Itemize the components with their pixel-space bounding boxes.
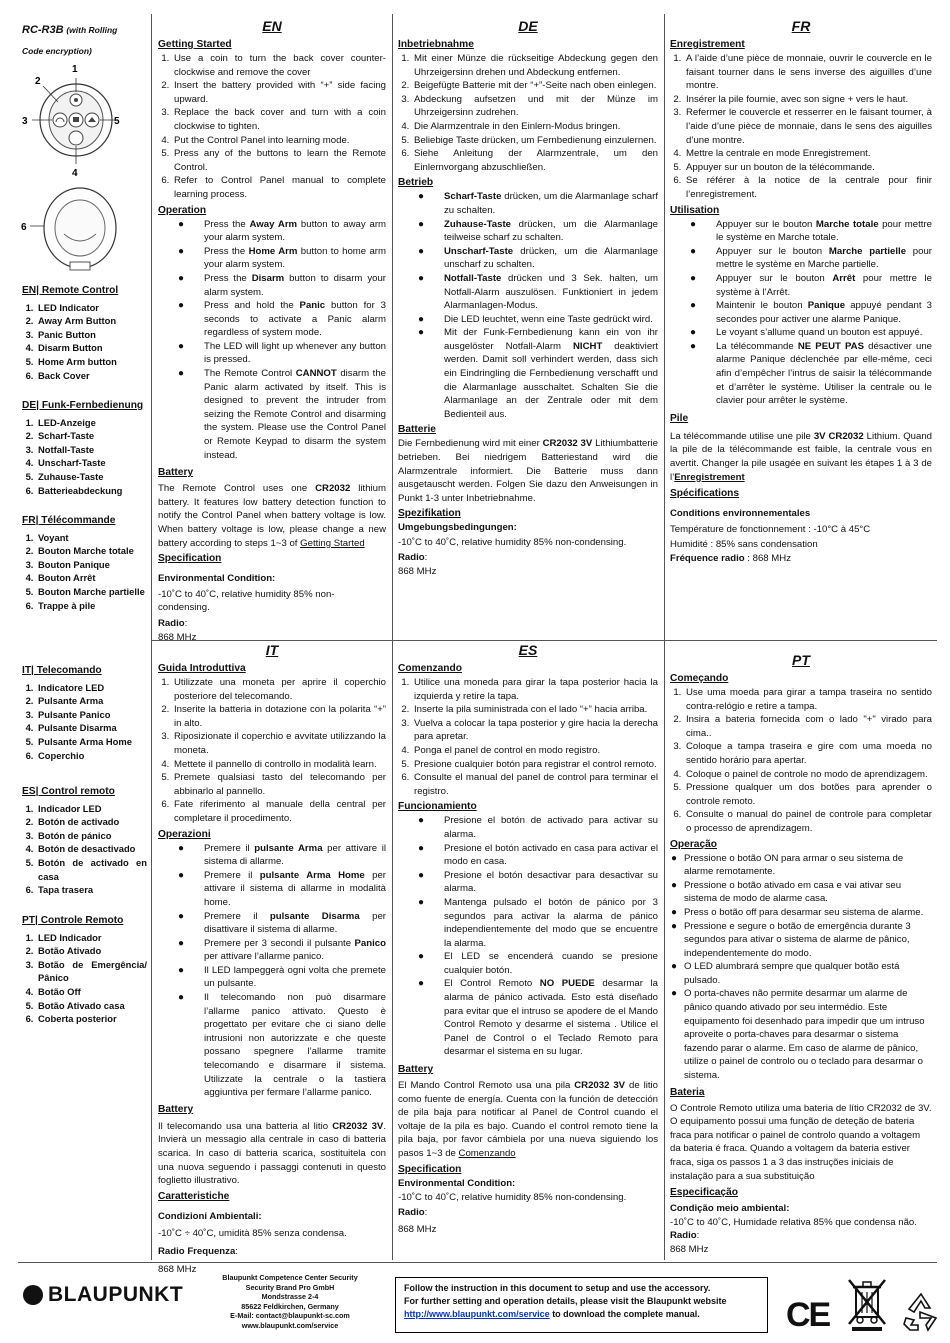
- manual-note-box: [395, 1277, 768, 1333]
- list-item: ● Pressione o botão ON para armar o seu sistema de alarme remotamente.: [684, 852, 932, 879]
- lang-title: ES: [518, 642, 538, 658]
- list-item: 5. Bouton Marche partielle: [36, 585, 147, 599]
- spec-label: Umgebungsbedingungen:: [398, 522, 517, 534]
- divider: [18, 1262, 937, 1263]
- spec-label: Condição meio ambiental:: [670, 1203, 790, 1215]
- list-item: ● El Control Remoto NO PUEDE desarmar la alarma de pánico activada. Esto está diseñado para evitar que el intruso se apodere de el Mando Control Remoto y desarme el sistema . Utilice el Panel de Control o el Teclado Remoto para desarmar el sistema en su lugar.: [444, 977, 658, 1059]
- section-heading: Getting Started: [158, 39, 232, 50]
- lang-title: IT: [265, 642, 279, 658]
- list-item: 6. Refer to Control Panel manual to complete learning process.: [172, 174, 386, 201]
- model-note-2: Code encryption): [22, 46, 92, 56]
- list-item: ● The Remote Control CANNOT disarm the Panic alarm activated by itself. This is designed to prevent the intruder from seizing the Remote Control and disarming the system. Please use the Control Panel or Remote Keypad to disarm the system instead.: [204, 367, 386, 462]
- list-item: 4. Coloque o painel de controle no modo de aprendizagem.: [684, 768, 932, 782]
- section-heading: Specification: [398, 1163, 462, 1175]
- list-item: 2. Insérer la pile fournie, avec son signe + vers le haut.: [684, 93, 932, 107]
- spec-line: Radio:: [158, 617, 188, 629]
- list-item: 2. Scharf-Taste: [36, 429, 147, 443]
- section-heading: Battery: [398, 1064, 434, 1076]
- list-item: 2. Insira a bateria fornecida com o lado "+" virado para cima..: [684, 713, 932, 740]
- list-item: 4. Unscharf-Taste: [36, 456, 147, 470]
- list-item: 5. Premete qualsiasi tasto del telecomando per abbinarlo al pannello.: [172, 771, 386, 798]
- section-es: [398, 642, 658, 1237]
- section-de: [398, 18, 658, 579]
- list-item: ● Unscharf-Taste drücken, um die Alarmanlage unscharf zu schalten.: [444, 245, 658, 272]
- paragraph: El Mando Control Remoto usa una pila CR2032 3V de litio como fuente de energía. Cuenta con la función de detección de pila baja para notificar al Panel de Control cuando el voltaje de la pila es bajo. Cuando el control remoto tiene la pila baja, por favor cámbiela por una nueva siguiendo los pasos 1~3 de Comenzando: [398, 1080, 658, 1159]
- address-line: E-Mail: contact@blaupunkt-sc.com: [230, 1311, 350, 1321]
- section-heading: Bateria: [670, 1086, 705, 1098]
- list-item: 6. Back Cover: [36, 369, 147, 383]
- list-item: 2. Inserite la batteria in dotazione con la polarita “+” in alto.: [172, 703, 386, 730]
- section-heading: Começando: [670, 673, 729, 684]
- list-item: ● O porta-chaves não permite desarmar um alarme de pânico quando ativado por seu intermédio. Este equipamento foi desenhado para impedir que um intruso aproveite o porta-chaves para desarmar o sistema fazendo parar o alarme. Em caso de alarme de pânico, utilize o painel de controlo ou o teclado para desarmar o sistema.: [684, 987, 932, 1082]
- section-heading: Enregistrement: [670, 39, 745, 50]
- list-item: 2. Pulsante Arma: [36, 694, 147, 708]
- sidebar-en-title: EN| Remote Control: [22, 285, 119, 296]
- model-name: RC-R3B: [22, 24, 64, 36]
- weee-bin-icon: [846, 1277, 888, 1333]
- list-item: ● Premere per 3 secondi il pulsante Panico per attivare l’allarme panico.: [204, 937, 386, 964]
- spec-label: Conditions environnementales: [670, 508, 811, 520]
- list-item: 6. Siehe Anleitung der Alarmzentrale, um den Einlernvorgang abzuschließen.: [412, 147, 658, 174]
- label-3: 3: [22, 116, 28, 127]
- list-item: 3. Notfall-Taste: [36, 443, 147, 457]
- list-item: 4. Ponga el panel de control en modo registro.: [412, 744, 658, 758]
- list-item: 5. Presione cualquier botón para registrar el control remoto.: [412, 758, 658, 772]
- list-item: 3. Coloque a tampa traseira e gire com uma moeda no sentido horário para apertar.: [684, 740, 932, 767]
- lang-title: EN: [262, 18, 282, 34]
- list-item: ● Maintenir le bouton Panique appuyé pendant 3 secondes pour activer une alarme Panique.: [716, 299, 932, 326]
- divider: [664, 14, 665, 1260]
- list-item: ● Presione el botón de activado para activar su alarma.: [444, 814, 658, 841]
- label-6: 6: [21, 222, 27, 233]
- spec-value: -10˚C to 40˚C, relative humidity 85% non-condensing.: [158, 588, 335, 614]
- list-item: 6. Consulte el manual del panel de control para terminar el registro.: [412, 771, 658, 798]
- section-heading: Utilisation: [670, 204, 720, 216]
- address-block: [210, 1273, 370, 1331]
- list-item: 3. Panic Button: [36, 328, 147, 342]
- spec-line: Radio:: [398, 1206, 428, 1218]
- list-item: 3. Riposizionate il coperchio e avvitate utilizzando la moneta.: [172, 730, 386, 757]
- spec-label: Environmental Condition:: [398, 1177, 516, 1189]
- spec-value: Température de fonctionnement : -10°C à 45°C: [670, 523, 871, 535]
- list-item: 1. Utilizzate una moneta per aprire il coperchio posteriore del telecomando.: [172, 676, 386, 703]
- lang-title: PT: [792, 652, 810, 668]
- spec-value: -10˚C ÷ 40˚C, umidità 85% senza condensa.: [158, 1228, 347, 1240]
- ce-mark-icon: CE: [786, 1296, 830, 1334]
- section-heading: Caratteristiche: [158, 1190, 230, 1202]
- label-4: 4: [72, 168, 78, 179]
- list-item: ● Presione el botón activado en casa para activar el modo en casa.: [444, 842, 658, 869]
- list-item: 5. Pulsante Arma Home: [36, 735, 147, 749]
- list-item: ● Premere il pulsante Arma Home per attivare il sistema di allarme in modalità home.: [204, 869, 386, 910]
- list-item: 6. Batterieabdeckung: [36, 484, 147, 498]
- list-item: ● Press and hold the Panic button for 3 seconds to activate a Panic alarm regardless of system mode.: [204, 299, 386, 340]
- divider: [151, 14, 152, 1260]
- section-heading: Batterie: [398, 424, 436, 436]
- list-item: 2. Inserte la pila suministrada con el lado “+” hacia arriba.: [412, 703, 658, 717]
- section-heading: Betrieb: [398, 177, 434, 189]
- list-item: ● La télécommande NE PEUT PAS désactiver une alarme Panique déclenchée par elle-même, ceci afin d’empêcher l’intrus de saisir la télécommande et d’arrêter le système. Utiliser la centrale ou le clavier pour arrêter le système.: [716, 340, 932, 408]
- list-item: 2. Botão Ativado: [36, 944, 147, 958]
- list-item: 3. Replace the back cover and turn with a coin clockwise to tighten.: [172, 106, 386, 133]
- address-line: www.blaupunkt.com/service: [241, 1320, 339, 1330]
- spec-value: 868 MHz: [158, 631, 197, 643]
- list-item: 6. Trappe à pile: [36, 599, 147, 613]
- list-item: ● Appuyer sur le bouton Marche partielle pour mettre le système en Marche partielle.: [716, 245, 932, 272]
- section-heading: Inbetriebnahme: [398, 39, 474, 50]
- note-line: http://www.blaupunkt.com/service to download the complete manual.: [404, 1309, 700, 1319]
- section-pt: [670, 652, 932, 1257]
- recycle-icon: [900, 1290, 942, 1332]
- list-item: 5. Pressione qualquer um dos botões para aprender o controle remoto.: [684, 781, 932, 808]
- address-line: Security Brand Pro GmbH: [245, 1282, 335, 1292]
- list-item: ● Le voyant s’allume quand un bouton est appuyé.: [716, 326, 932, 340]
- section-heading: Especificação: [670, 1187, 738, 1199]
- spec-value: Humidité : 85% sans condensation: [670, 539, 818, 551]
- list-item: 3. Vuelva a colocar la tapa posterior y gire hacia la derecha para apretar.: [412, 717, 658, 744]
- list-item: ● Notfall-Taste drücken und 3 Sek. halten, um Notfall-Alarm auszulösen. Funktioniert in jedem Alarmanlagen-Modus.: [444, 272, 658, 313]
- list-item: 1. Utilice una moneda para girar la tapa posterior hacia la izquierda y retire la tapa.: [412, 676, 658, 703]
- list-item: ● Zuhause-Taste drücken, um die Alarmanlage teilweise scharf zu schalten.: [444, 218, 658, 245]
- list-item: 2. Away Arm Button: [36, 314, 147, 328]
- sidebar-fr-title: FR| Télécommande: [22, 515, 116, 526]
- list-item: ● Scharf-Taste drücken, um die Alarmanlage scharf zu schalten.: [444, 190, 658, 217]
- list-item: 4. Pulsante Disarma: [36, 721, 147, 735]
- section-fr: [670, 18, 932, 566]
- brand-name: BLAUPUNKT: [48, 1283, 184, 1306]
- list-item: 3. Pulsante Panico: [36, 708, 147, 722]
- list-item: 5. Press any of the buttons to learn the Remote Control.: [172, 147, 386, 174]
- list-item: 2. Beigefügte Batterie mit der “+”-Seite nach oben einlegen.: [412, 79, 658, 93]
- list-item: 5. Botão Ativado casa: [36, 999, 147, 1013]
- address-line: 85622 Feldkirchen, Germany: [241, 1301, 339, 1311]
- section-heading: Pile: [670, 412, 689, 424]
- section-heading: Spezifikation: [398, 508, 461, 520]
- section-heading: Operação: [670, 838, 717, 850]
- list-item: 5. Home Arm button: [36, 355, 147, 369]
- list-item: 5. Botón de activado en casa: [36, 856, 147, 883]
- list-item: ● Premere il pulsante Disarma per disattivare il sistema di allarme.: [204, 910, 386, 937]
- spec-line: Radio Frequenza:: [158, 1245, 238, 1257]
- list-item: 1. LED Indicator: [36, 301, 147, 315]
- list-item: ● O LED alumbrará sempre que qualquer botão está pulsado.: [684, 960, 932, 987]
- section-heading: Comenzando: [398, 663, 462, 674]
- list-item: 2. Bouton Marche totale: [36, 544, 147, 558]
- list-item: 1. A l’aide d’une pièce de monnaie, ouvrir le couvercle en le faisant tourner dans le sens inverse des aiguilles d’une montre.: [684, 52, 932, 93]
- section-heading: Battery: [158, 467, 194, 479]
- spec-value: 868 MHz: [158, 1263, 197, 1275]
- list-item: 4. Mettre la centrale en mode Enregistrement.: [684, 147, 932, 161]
- list-item: ● Premere il pulsante Arma per attivare il sistema di allarme.: [204, 842, 386, 869]
- model-header: [22, 20, 150, 62]
- sidebar-es-title: ES| Control remoto: [22, 786, 115, 797]
- spec-line: Fréquence radio : 868 MHz: [670, 553, 792, 564]
- spec-line: Radio:: [670, 1230, 700, 1242]
- section-heading: Guida Introduttiva: [158, 663, 246, 674]
- list-item: 3. Bouton Panique: [36, 558, 147, 572]
- list-item: 6. Consulte o manual do painel de controle para completar o processo de aprendizagem.: [684, 808, 932, 835]
- sidebar-fr: [22, 514, 147, 612]
- spec-value: -10˚C to 40˚C, relative humidity 85% non-condensing.: [398, 1192, 627, 1204]
- section-heading: Battery: [158, 1103, 194, 1115]
- paragraph: Il telecomando usa una batteria al litio CR2032 3V. Invierà un messagio alla centrale in caso di batteria scarica. In caso di batteria scarica, sostituitela con una nuova seguendo i passaggi contenuti in questo foglietto illustrativo.: [158, 1120, 386, 1187]
- list-item: ● Il LED lampeggerà ogni volta che premete un pulsante.: [204, 964, 386, 991]
- list-item: ● Mantenga pulsado el botón de pánico por 3 segundos para activar la alarma de pánico independientemente del modo que se encuentre la alarma.: [444, 896, 658, 950]
- address-line: Mondstrasse 2-4: [261, 1292, 319, 1302]
- list-item: ● Press the Home Arm button to home arm your alarm system.: [204, 245, 386, 272]
- spec-value: -10˚C to 40˚C, Humidade relativa 85% que condensa não.: [670, 1216, 917, 1228]
- list-item: ● Presione el botón desactivar para desactivar su alarma.: [444, 869, 658, 896]
- list-item: ● Press the Away Arm button to away arm your alarm system.: [204, 218, 386, 245]
- paragraph: O Controle Remoto utiliza uma bateria de lítio CR2032 de 3V. O equipamento possui uma função de deteção de bateria fraca para notificar o painel de controlo quando a voltagem da bateria é fraca. Quando a voltagem da bateria estiver fraca, siga os passos 1 a 3 das instruções iniciais de instalação para a sua substituição: [670, 1102, 932, 1182]
- label-2: 2: [35, 76, 41, 87]
- list-item: ● Mit der Funk-Fernbedienung kann ein von ihr ausgelöster Notfall-Alarm NICHT deaktiviert werden. Damit soll verhindert werden, dass sich ein Eindringling die Fernbedienung verschafft und die Alarmanlage ausschaltet. Schalten Sie die Alarmanlage an der Zentrale oder mit dem Bedienteil aus.: [444, 326, 658, 421]
- list-item: ● Appuyer sur le bouton Marche totale pour mettre le système en Marche totale.: [716, 218, 932, 245]
- list-item: 3. Botón de pánico: [36, 829, 147, 843]
- spec-value: 868 MHz: [398, 566, 437, 578]
- list-item: 3. Refermer le couvercle et resserrer en le faisant tourner, à l’aide d’une pièce de monnaie, dans le sens des aiguilles d’une montre.: [684, 106, 932, 147]
- spec-line: Radio:: [398, 551, 428, 563]
- spec-value: -10˚C to 40˚C, relative humidity 85% non-condensing.: [398, 537, 627, 548]
- list-item: 6. Se référer à la notice de la centrale pour finir l’enregistrement.: [684, 174, 932, 201]
- list-item: 4. Put the Control Panel into learning mode.: [172, 134, 386, 148]
- list-item: ● Die LED leuchtet, wenn eine Taste gedrückt wird.: [444, 313, 658, 327]
- list-item: 1. Indicatore LED: [36, 681, 147, 695]
- section-en: [158, 18, 386, 644]
- list-item: 1. Voyant: [36, 531, 147, 545]
- list-item: 3. Botão de Emergência/ Pânico: [36, 958, 147, 985]
- list-item: 4. Disarm Button: [36, 341, 147, 355]
- list-item: 2. Botón de activado: [36, 815, 147, 829]
- list-item: 5. Beliebige Taste drücken, um Fernbedienung einzulernen.: [412, 134, 658, 148]
- divider: [392, 14, 393, 1260]
- sidebar-en: [22, 284, 147, 382]
- list-item: 4. Botón de desactivado: [36, 842, 147, 856]
- list-item: 6. Fate riferimento al manuale della central per completare il procedimento.: [172, 798, 386, 825]
- list-item: 6. Coberta posterior: [36, 1012, 147, 1026]
- remote-illustration: [18, 58, 148, 280]
- list-item: ● Press the Disarm button to disarm your alarm system.: [204, 272, 386, 299]
- list-item: ● Pressione e segure o botão de emergência durante 3 segundos para ativar o sistema de alarme de pânico, independentemente do modo.: [684, 920, 932, 961]
- section-heading: Specification: [158, 553, 222, 565]
- list-item: 4. Bouton Arrêt: [36, 571, 147, 585]
- section-it: [158, 642, 386, 1276]
- sidebar-es: [22, 785, 147, 897]
- spec-label: Condizioni Ambientali:: [158, 1210, 262, 1222]
- list-item: 4. Mettete il pannello di controllo in modalità learn.: [172, 758, 386, 772]
- section-heading: Operation: [158, 204, 207, 216]
- spec-label: Environmental Condition:: [158, 573, 276, 585]
- model-note: (with Rolling: [66, 25, 118, 35]
- sidebar-pt: [22, 914, 147, 1026]
- list-item: ● The LED will light up whenever any button is pressed.: [204, 340, 386, 367]
- list-item: ● Appuyer sur le bouton Arrêt pour mettre le système à l’Arrêt.: [716, 272, 932, 299]
- blaupunkt-dot-icon: [22, 1284, 44, 1306]
- list-item: ● Pressione o botão ativado em casa e vai ativar seu sistema de modo de alarme casa.: [684, 879, 932, 906]
- section-heading: Funcionamiento: [398, 801, 477, 813]
- section-heading: Spécifications: [670, 488, 740, 500]
- list-item: 4. Die Alarmzentrale in den Einlern-Modus bringen.: [412, 120, 658, 134]
- list-item: 6. Coperchio: [36, 749, 147, 763]
- label-1: 1: [72, 64, 78, 75]
- paragraph: The Remote Control uses one CR2032 lithium battery. It features low battery detection function to notify the Control Panel when battery voltage is low. When battery voltage is low, please change a new battery according to steps 1~3 of Getting Started: [158, 483, 386, 549]
- sidebar-de: [22, 399, 147, 497]
- service-link[interactable]: http://www.blaupunkt.com/service: [404, 1309, 550, 1319]
- list-item: 6. Tapa trasera: [36, 883, 147, 897]
- list-item: 1. Mit einer Münze die rückseitige Abdeckung gegen den Uhrzeigersinn drehen und Abdeckung entfernen.: [412, 52, 658, 79]
- sidebar-de-title: DE| Funk-Fernbedienung: [22, 400, 144, 411]
- list-item: 1. Use uma moeda para girar a tampa traseira no sentido contra-relógio e retire a tampa.: [684, 686, 932, 713]
- list-item: 4. Botão Off: [36, 985, 147, 999]
- section-heading: Operazioni: [158, 828, 211, 840]
- label-5: 5: [114, 116, 120, 127]
- note-line: Follow the instruction in this document to setup and use the accessory.: [404, 1283, 711, 1293]
- address-line: Blaupunkt Competence Center Security: [222, 1273, 358, 1282]
- sidebar-pt-title: PT| Controle Remoto: [22, 915, 124, 926]
- sidebar-it-title: IT| Telecomando: [22, 665, 102, 676]
- list-item: 1. LED Indicador: [36, 931, 147, 945]
- spec-value: 868 MHz: [398, 1224, 437, 1236]
- paragraph: Die Fernbedienung wird mit einer CR2032 3V Lithiumbatterie betrieben. Bei niedrigem Batteriestand wird die Alarmzentrale informiert. Die Batterie muss dann ausgetauscht werden. Folgen Sie dazu den Anweisungen in Punkt 1-3 unter Inbetriebnahme.: [398, 438, 658, 504]
- list-item: ● Il telecomando non può disarmare l’allarme panico attivato. Questo è progettato per evitare che ci siano delle intrusioni non autorizzate e che queste possano spegnere l’allarme tramite telecomando e disarmare il sistema. Utilizzate la centrale o la tastiera aggiuntiva per fermare l’allarme panico.: [204, 991, 386, 1100]
- brand-logo: [22, 1283, 183, 1307]
- lang-title: DE: [518, 18, 538, 34]
- list-item: ● El LED se encenderá cuando se presione cualquier botón.: [444, 950, 658, 977]
- note-line: For further setting and operation details, please visit the Blaupunkt website: [404, 1296, 727, 1306]
- sidebar-it: [22, 664, 147, 762]
- list-item: 1. Indicador LED: [36, 802, 147, 816]
- list-item: 3. Abdeckung aufsetzen und mit der Münze im Uhrzeigersinn zudrehen.: [412, 93, 658, 120]
- paragraph: La télécommande utilise une pile 3V CR2032 Lithium. Quand la pile de la télécommande est faible, la centrale vous en avertit. Changer la pile usagée en suivant les étapes 1 à 3 de l’Enregistrement: [670, 430, 932, 483]
- list-item: ● Press o botão off para desarmar seu sistema de alarme.: [684, 906, 932, 920]
- list-item: 1. Use a coin to turn the back cover counter-clockwise and remove the cover: [172, 52, 386, 79]
- list-item: 1. LED-Anzeige: [36, 416, 147, 430]
- list-item: 2. Insert the battery provided with “+” side facing upward.: [172, 79, 386, 106]
- list-item: 5. Zuhause-Taste: [36, 470, 147, 484]
- lang-title: FR: [791, 18, 811, 34]
- list-item: 5. Appuyer sur un bouton de la télécommande.: [684, 161, 932, 175]
- spec-value: 868 MHz: [670, 1243, 709, 1255]
